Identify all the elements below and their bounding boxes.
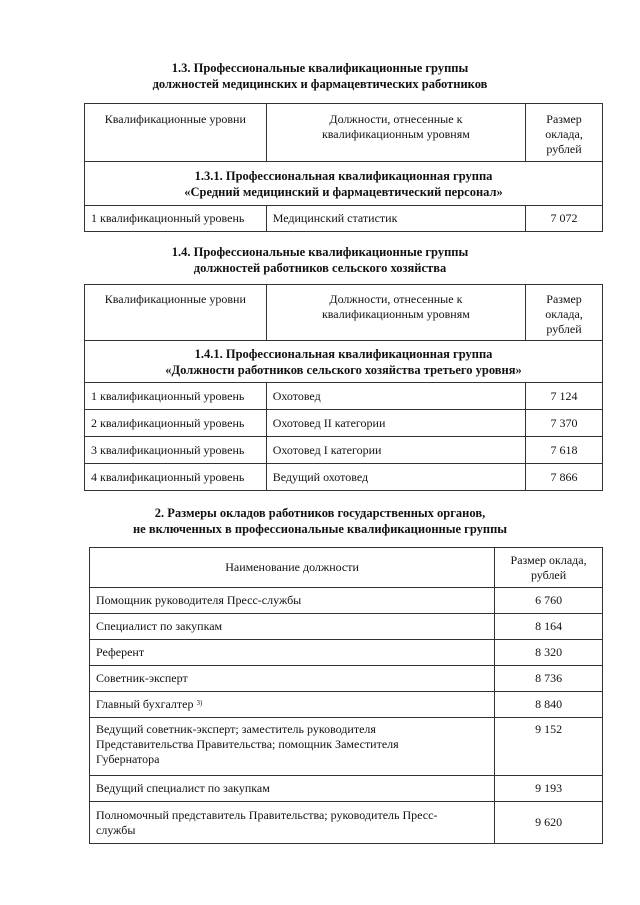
position-cell: Охотовед I категории [266, 437, 525, 464]
position-name-cell: Ведущий советник-эксперт; заместитель руководителя Представительства Правительства; помощник Заместителя Губернатора [90, 718, 495, 776]
salary-cell: 6 760 [495, 588, 603, 614]
salary-cell: 9 152 [495, 718, 603, 776]
table-header-row [85, 104, 603, 162]
group-title: 1.3.1. Профессиональная квалификационная группа «Средний медицинский и фармацевтический персонал» [85, 162, 603, 206]
salary-cell: 7 618 [526, 437, 603, 464]
header-salary: Размер оклада, рублей [526, 104, 603, 162]
position-cell: Ведущий охотовед [266, 464, 525, 491]
salary-cell: 7 072 [526, 206, 603, 232]
header-levels: Квалификационные уровни [85, 104, 267, 162]
table-row [90, 614, 603, 640]
group-row [85, 162, 603, 206]
position-cell: Медицинский статистик [266, 206, 525, 232]
table-row [90, 666, 603, 692]
table-row [85, 410, 603, 437]
header-levels: Квалификационные уровни [85, 285, 267, 341]
level-cell: 3 квалификационный уровень [85, 437, 267, 464]
position-name-cell: Референт [90, 640, 495, 666]
header-salary: Размер оклада, рублей [495, 548, 603, 588]
level-cell: 2 квалификационный уровень [85, 410, 267, 437]
position-name-cell: Советник-эксперт [90, 666, 495, 692]
table-2 [89, 547, 603, 844]
footnote-mark: 3) [196, 699, 203, 707]
table-row [90, 588, 603, 614]
salary-cell: 8 736 [495, 666, 603, 692]
level-cell: 1 квалификационный уровень [85, 383, 267, 410]
position-name-cell: Полномочный представитель Правительства; руководитель Пресс- службы [90, 802, 495, 844]
table-row [90, 640, 603, 666]
table-row [85, 464, 603, 491]
table-row [85, 383, 603, 410]
section-1-3-title: 1.3. Профессиональные квалификационные группы должностей медицинских и фармацевтических работников [152, 61, 488, 91]
position-cell: Охотовед II категории [266, 410, 525, 437]
salary-cell: 7 124 [526, 383, 603, 410]
salary-cell: 7 866 [526, 464, 603, 491]
group-title: 1.4.1. Профессиональная квалификационная группа «Должности работников сельского хозяйства третьего уровня» [85, 341, 603, 383]
salary-cell: 9 620 [495, 802, 603, 844]
position-name-cell: Главный бухгалтер $^{3)}$ [90, 692, 495, 718]
table-row [90, 692, 603, 718]
table-header-row [90, 548, 603, 588]
header-positions: Должности, отнесенные к квалификационным уровням [266, 285, 525, 341]
salary-cell: 8 840 [495, 692, 603, 718]
salary-cell: 9 193 [495, 776, 603, 802]
table-row [85, 206, 603, 232]
position-name-cell: Помощник руководителя Пресс-службы [90, 588, 495, 614]
position-cell: Охотовед [266, 383, 525, 410]
table-row [90, 718, 603, 776]
position-name-cell: Ведущий специалист по закупкам [90, 776, 495, 802]
header-salary: Размер оклада, рублей [526, 285, 603, 341]
level-cell: 1 квалификационный уровень [85, 206, 267, 232]
level-cell: 4 квалификационный уровень [85, 464, 267, 491]
section-1-4-title: 1.4. Профессиональные квалификационные группы должностей работников сельского хозяйства [171, 245, 469, 275]
position-name-cell: Специалист по закупкам [90, 614, 495, 640]
table-1-4 [84, 284, 603, 491]
table-header-row [85, 285, 603, 341]
section-2-title: 2. Размеры окладов работников государственных органов, не включенных в профессиональные квалификационные группы [132, 506, 508, 536]
table-1-3 [84, 103, 603, 232]
table-row [90, 776, 603, 802]
table-row [90, 802, 603, 844]
header-positions: Должности, отнесенные к квалификационным уровням [266, 104, 525, 162]
group-row [85, 341, 603, 383]
salary-cell: 8 320 [495, 640, 603, 666]
header-position-name: Наименование должности [90, 548, 495, 588]
salary-cell: 7 370 [526, 410, 603, 437]
salary-cell: 8 164 [495, 614, 603, 640]
table-row [85, 437, 603, 464]
